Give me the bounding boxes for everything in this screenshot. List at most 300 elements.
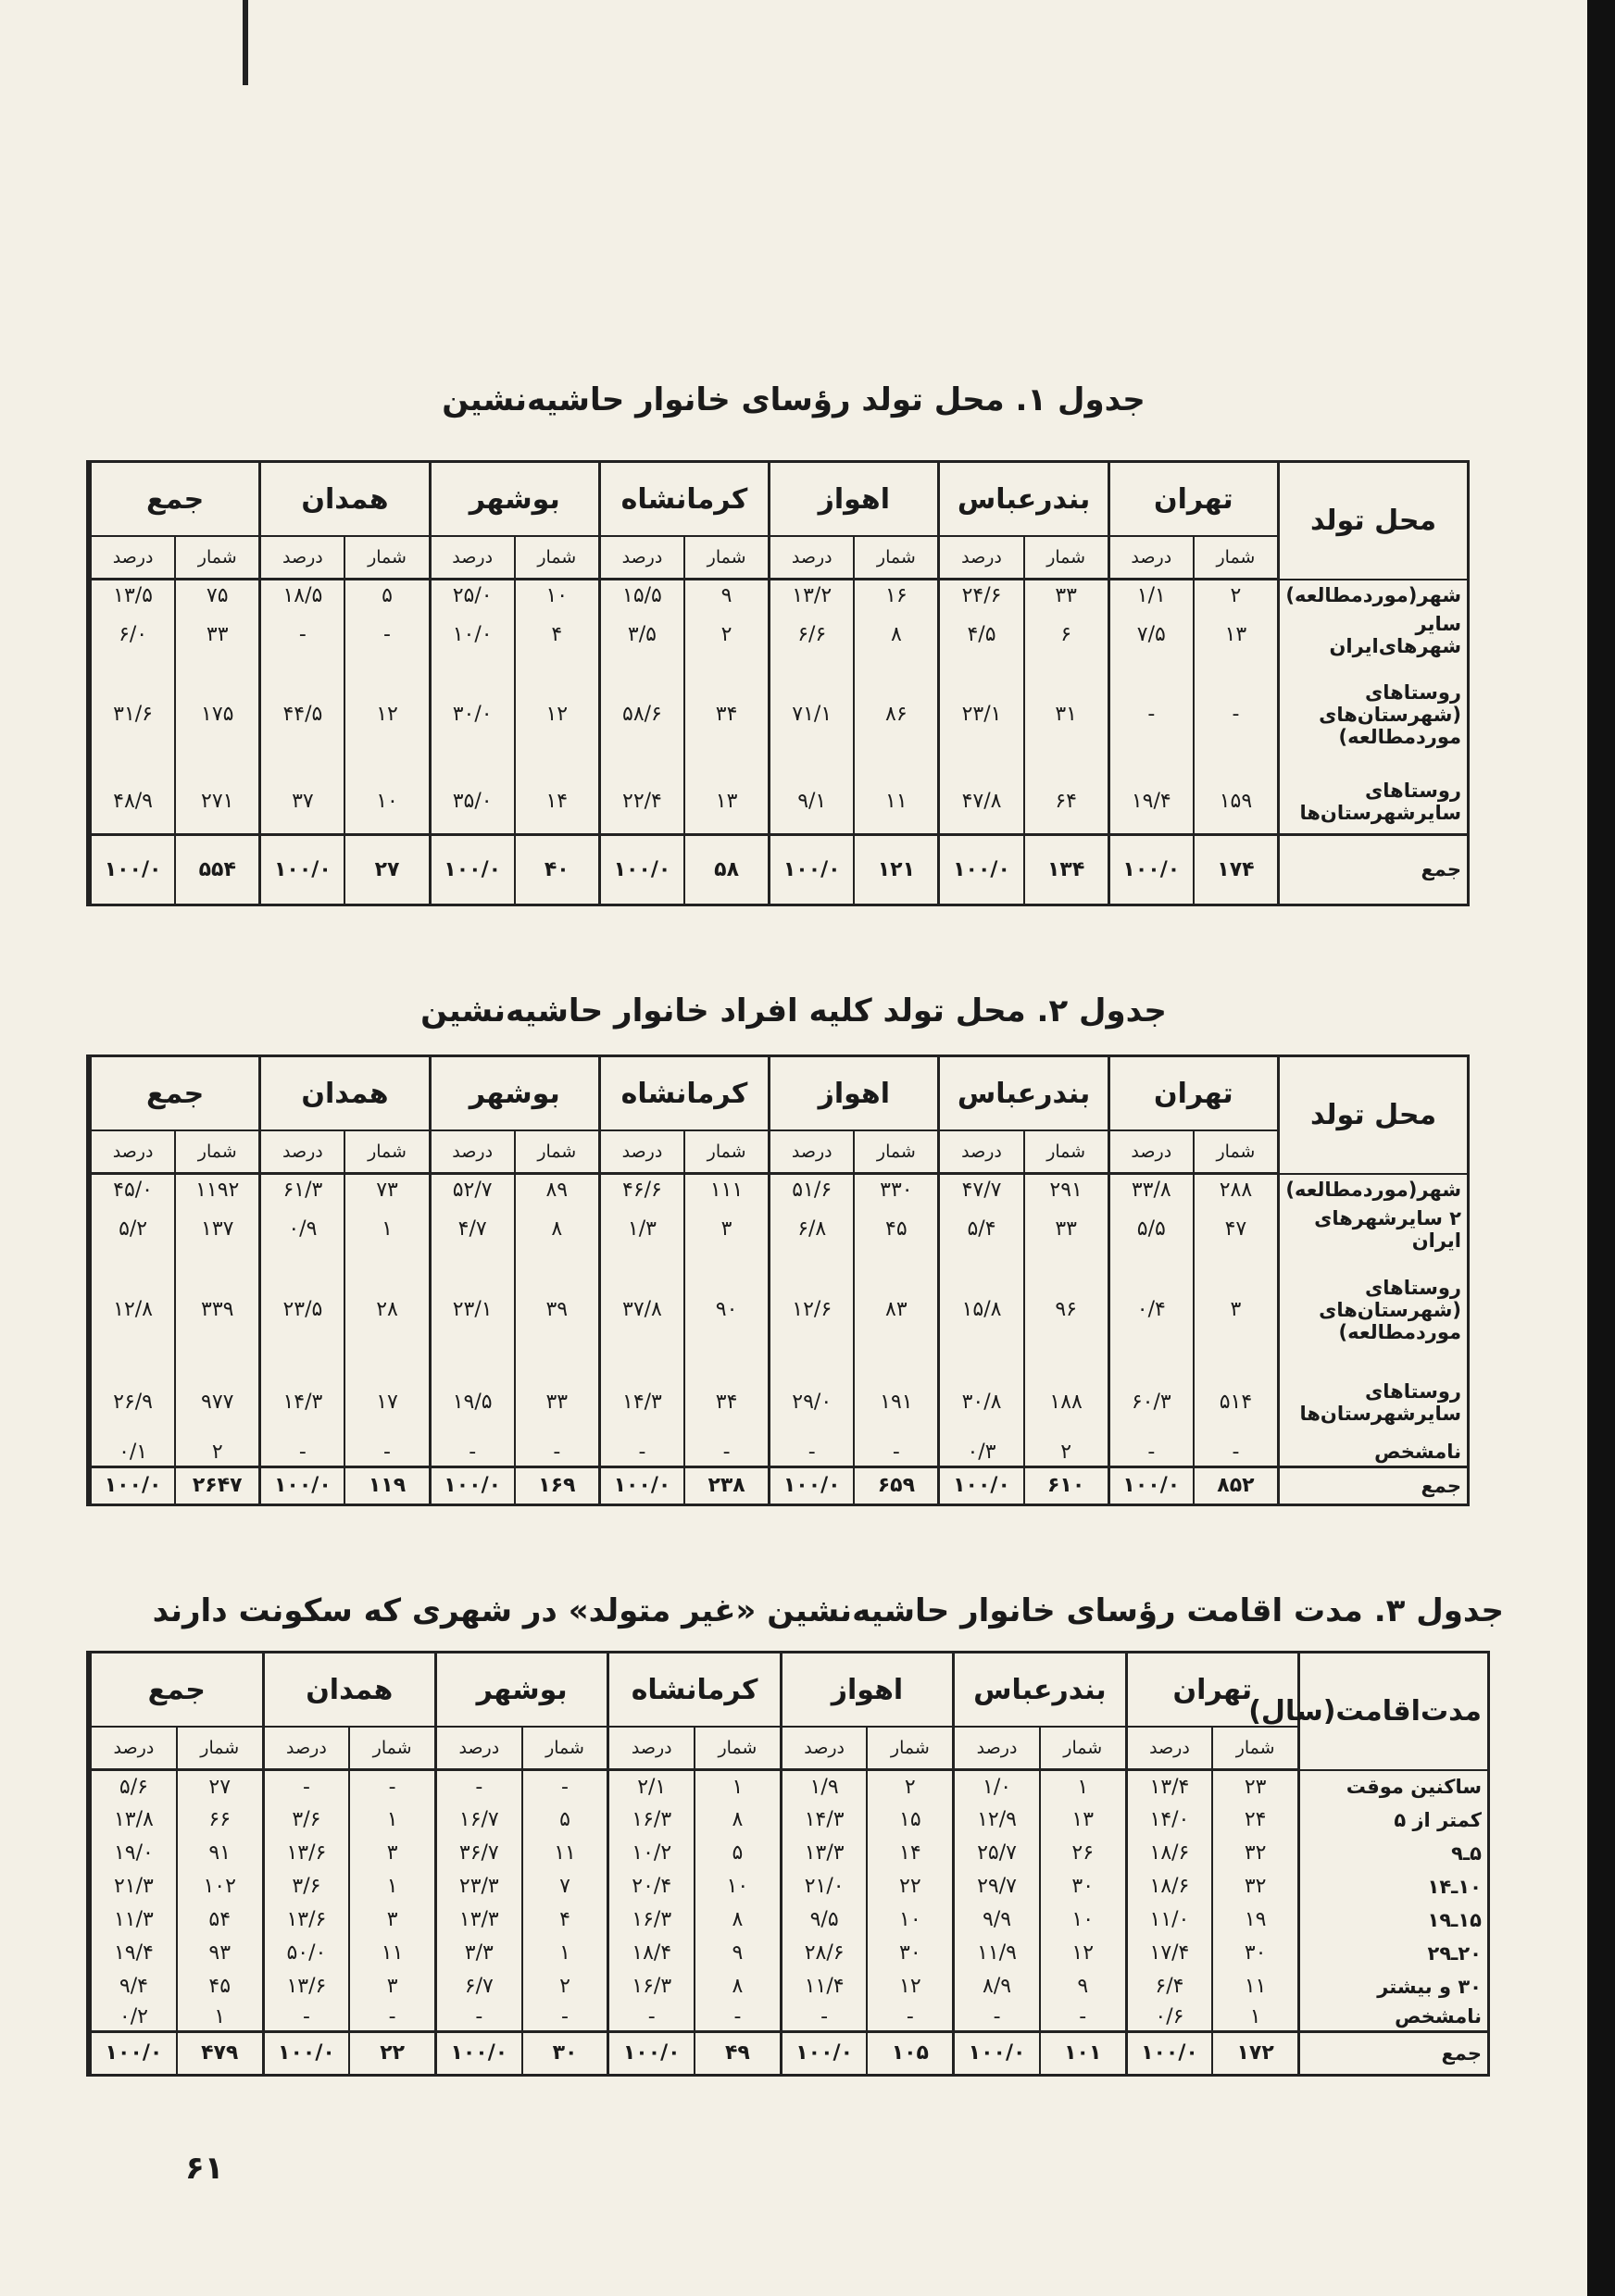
count-cell: ۱۲۱: [854, 835, 939, 904]
percent-cell: ۹/۱: [770, 770, 855, 835]
row-label: روستاهای سایرشهرستان‌ها: [1279, 1366, 1468, 1439]
count-cell: ۲: [1024, 1439, 1109, 1467]
count-subheader: شمار: [684, 1130, 770, 1174]
percent-cell: -: [770, 1439, 855, 1467]
city-header: همدان: [263, 1653, 435, 1727]
percent-cell: ۱۰۰/۰: [1108, 1466, 1194, 1504]
percent-cell: ۱/۳: [599, 1205, 684, 1254]
count-cell: ۱۱۹: [344, 1466, 430, 1504]
city-header: تهران: [1126, 1653, 1298, 1727]
percent-subheader: درصد: [430, 1130, 515, 1174]
percent-subheader: درصد: [435, 1727, 521, 1770]
percent-cell: ۲۹/۷: [954, 1870, 1040, 1903]
count-cell: ۶۴: [1024, 770, 1109, 835]
count-cell: ۱۶: [854, 580, 939, 611]
percent-cell: ۱۰۰/۰: [954, 2031, 1040, 2074]
count-cell: ۳۴: [684, 1366, 770, 1439]
count-cell: -: [1194, 659, 1279, 770]
percent-cell: ۱۳/۳: [435, 1903, 521, 1937]
count-cell: ۲: [175, 1439, 260, 1467]
percent-cell: ۱۴/۳: [599, 1366, 684, 1439]
percent-cell: ۱۰۰/۰: [599, 835, 684, 904]
count-cell: ۹: [684, 580, 770, 611]
percent-cell: ۳۳/۸: [1108, 1174, 1194, 1205]
count-cell: ۱۲: [515, 659, 600, 770]
percent-subheader: درصد: [91, 536, 176, 580]
percent-cell: ۳۵/۰: [430, 770, 515, 835]
count-cell: ۱: [1040, 1770, 1126, 1803]
percent-cell: ۶/۶: [770, 611, 855, 659]
row-label: روستاهای (شهرستان‌های موردمطالعه): [1279, 659, 1468, 770]
count-cell: ۴۵: [177, 1970, 263, 2003]
count-cell: ۱۰: [344, 770, 430, 835]
percent-cell: -: [435, 1770, 521, 1803]
count-cell: -: [349, 1770, 435, 1803]
percent-cell: ۴/۷: [430, 1205, 515, 1254]
percent-cell: ۶/۷: [435, 1970, 521, 2003]
percent-cell: ۹/۴: [91, 1970, 177, 2003]
percent-cell: ۶۱/۳: [260, 1174, 345, 1205]
count-cell: ۶۱۰: [1024, 1466, 1109, 1504]
table-row: [91, 611, 1468, 659]
percent-cell: ۴/۵: [939, 611, 1024, 659]
count-cell: -: [695, 2003, 781, 2032]
table-row: [91, 1870, 1488, 1903]
row-label: ۵ـ۹: [1299, 1837, 1488, 1870]
percent-cell: ۰/۳: [939, 1439, 1024, 1467]
count-cell: ۲۷: [344, 835, 430, 904]
percent-cell: ۱۰۰/۰: [608, 2031, 695, 2074]
percent-subheader: درصد: [1108, 1130, 1194, 1174]
count-cell: -: [684, 1439, 770, 1467]
percent-cell: ۳۶/۷: [435, 1837, 521, 1870]
count-subheader: شمار: [854, 536, 939, 580]
count-cell: ۱۲: [867, 1970, 953, 2003]
percent-cell: ۴۷/۸: [939, 770, 1024, 835]
percent-cell: ۱۸/۶: [1126, 1837, 1212, 1870]
count-subheader: شمار: [344, 1130, 430, 1174]
count-cell: ۱۳: [1194, 611, 1279, 659]
percent-cell: ۱۴/۳: [781, 1803, 867, 1837]
table3-title: جدول ۳. مدت اقامت رؤسای خانوار حاشیه‌نشین «غیر متولد» در شهری که سکونت دارند: [152, 1592, 1504, 1629]
count-subheader: شمار: [1212, 1727, 1298, 1770]
count-cell: ۲۷: [177, 1770, 263, 1803]
table-row: [91, 1970, 1488, 2003]
row-label: کمتر از ۵: [1299, 1803, 1488, 1837]
percent-cell: ۲۲/۴: [599, 770, 684, 835]
count-cell: ۸: [695, 1970, 781, 2003]
percent-cell: ۱۲/۹: [954, 1803, 1040, 1837]
table-row: [91, 2003, 1488, 2032]
percent-cell: ۵/۶: [91, 1770, 177, 1803]
count-cell: ۱۳: [684, 770, 770, 835]
count-cell: ۲۶: [1040, 1837, 1126, 1870]
count-cell: ۱۹۱: [854, 1366, 939, 1439]
city-header: همدان: [260, 1057, 430, 1130]
percent-cell: ۱۸/۴: [608, 1937, 695, 1970]
percent-cell: ۵۸/۶: [599, 659, 684, 770]
percent-cell: ۱۹/۴: [91, 1937, 177, 1970]
table-row: [91, 1937, 1488, 1970]
count-cell: ۲۳۸: [684, 1466, 770, 1504]
percent-cell: ۴۷/۷: [939, 1174, 1024, 1205]
count-cell: ۲۴: [1212, 1803, 1298, 1837]
percent-cell: ۳۰/۸: [939, 1366, 1024, 1439]
percent-cell: ۰/۲: [91, 2003, 177, 2032]
percent-cell: -: [435, 2003, 521, 2032]
count-cell: ۱۷: [344, 1366, 430, 1439]
count-cell: ۱: [344, 1205, 430, 1254]
percent-cell: ۱/۰: [954, 1770, 1040, 1803]
percent-cell: ۱/۹: [781, 1770, 867, 1803]
percent-cell: ۱۰۰/۰: [91, 2031, 177, 2074]
percent-cell: ۶/۸: [770, 1205, 855, 1254]
percent-subheader: درصد: [608, 1727, 695, 1770]
percent-cell: ۲۵/۷: [954, 1837, 1040, 1870]
percent-cell: ۱۰۰/۰: [91, 835, 176, 904]
percent-cell: -: [1108, 659, 1194, 770]
count-cell: ۱۱۱: [684, 1174, 770, 1205]
percent-subheader: درصد: [770, 1130, 855, 1174]
percent-cell: ۱۹/۴: [1108, 770, 1194, 835]
percent-cell: ۳۷: [260, 770, 345, 835]
count-subheader: شمار: [684, 536, 770, 580]
count-subheader: شمار: [1040, 1727, 1126, 1770]
percent-cell: ۱۰۰/۰: [770, 835, 855, 904]
percent-cell: ۱۰۰/۰: [91, 1466, 176, 1504]
percent-subheader: درصد: [939, 1130, 1024, 1174]
count-cell: ۸: [515, 1205, 600, 1254]
percent-cell: -: [263, 2003, 349, 2032]
percent-cell: ۱۰۰/۰: [770, 1466, 855, 1504]
count-cell: ۲: [1194, 580, 1279, 611]
row-label: روستاهای سایرشهرستان‌ها: [1279, 770, 1468, 835]
total-row: [91, 2031, 1488, 2074]
percent-cell: ۱۶/۳: [608, 1970, 695, 2003]
table1-title: جدول ۱. محل تولد رؤسای خانوار حاشیه‌نشین: [442, 381, 1146, 418]
count-subheader: شمار: [1194, 1130, 1279, 1174]
percent-subheader: درصد: [770, 536, 855, 580]
count-cell: -: [522, 2003, 608, 2032]
table-row: [91, 1254, 1468, 1366]
row-label: شهر(موردمطالعه): [1279, 580, 1468, 611]
count-cell: ۲۸۸: [1194, 1174, 1279, 1205]
count-cell: ۶: [1024, 611, 1109, 659]
city-header: تهران: [1108, 463, 1278, 536]
count-cell: ۱۱: [522, 1837, 608, 1870]
count-cell: -: [1194, 1439, 1279, 1467]
percent-cell: ۳/۶: [263, 1803, 349, 1837]
count-cell: ۸: [854, 611, 939, 659]
count-subheader: شمار: [522, 1727, 608, 1770]
percent-cell: ۳۰/۰: [430, 659, 515, 770]
percent-cell: ۱۷/۴: [1126, 1937, 1212, 1970]
percent-cell: ۶/۴: [1126, 1970, 1212, 2003]
row-label: جمع: [1279, 1466, 1468, 1504]
count-cell: ۸: [695, 1803, 781, 1837]
percent-cell: ۰/۹: [260, 1205, 345, 1254]
count-subheader: شمار: [177, 1727, 263, 1770]
total-row: [91, 1466, 1468, 1504]
city-header: کرمانشاه: [599, 463, 769, 536]
count-cell: ۱: [695, 1770, 781, 1803]
percent-subheader: درصد: [1126, 1727, 1212, 1770]
percent-cell: ۱۳/۶: [263, 1903, 349, 1937]
city-header: کرمانشاه: [599, 1057, 769, 1130]
percent-cell: ۸/۹: [954, 1970, 1040, 2003]
row-label: ۲ سایرشهرهای ایران: [1279, 1205, 1468, 1254]
percent-subheader: درصد: [260, 1130, 345, 1174]
percent-cell: ۱۰۰/۰: [599, 1466, 684, 1504]
percent-cell: ۳/۶: [263, 1870, 349, 1903]
count-cell: ۳: [349, 1970, 435, 2003]
count-subheader: شمار: [515, 536, 600, 580]
count-cell: ۵۴: [177, 1903, 263, 1937]
table-row: [91, 1837, 1488, 1870]
count-cell: ۷۳: [344, 1174, 430, 1205]
city-header: بوشهر: [430, 463, 599, 536]
percent-cell: ۱۰۰/۰: [260, 1466, 345, 1504]
table-row: [91, 1903, 1488, 1937]
city-header: همدان: [260, 463, 430, 536]
count-subheader: شمار: [349, 1727, 435, 1770]
count-cell: ۱۲: [1040, 1937, 1126, 1970]
percent-cell: ۶/۰: [91, 611, 176, 659]
count-cell: ۴۷: [1194, 1205, 1279, 1254]
percent-subheader: درصد: [1108, 536, 1194, 580]
city-header: اهواز: [770, 1057, 939, 1130]
count-cell: ۱: [349, 1803, 435, 1837]
percent-cell: ۱۰/۲: [608, 1837, 695, 1870]
percent-cell: ۶۰/۳: [1108, 1366, 1194, 1439]
percent-cell: ۱۰۰/۰: [939, 1466, 1024, 1504]
count-cell: ۵۸: [684, 835, 770, 904]
count-cell: ۱۱: [854, 770, 939, 835]
percent-cell: ۵/۵: [1108, 1205, 1194, 1254]
percent-cell: ۱۰۰/۰: [263, 2031, 349, 2074]
count-cell: ۱۳: [1040, 1803, 1126, 1837]
percent-cell: ۱۳/۲: [770, 580, 855, 611]
percent-subheader: درصد: [430, 536, 515, 580]
count-cell: ۵: [522, 1803, 608, 1837]
count-cell: ۲: [684, 611, 770, 659]
count-cell: -: [515, 1439, 600, 1467]
city-header: جمع: [91, 1057, 260, 1130]
count-cell: ۴۷۹: [177, 2031, 263, 2074]
city-header: بندرعباس: [939, 1057, 1108, 1130]
table-row: [91, 1770, 1488, 1803]
city-header: جمع: [91, 463, 260, 536]
count-cell: ۱۰۲: [177, 1870, 263, 1903]
percent-cell: ۵۰/۰: [263, 1937, 349, 1970]
percent-cell: ۱۱/۴: [781, 1970, 867, 2003]
percent-cell: ۰/۱: [91, 1439, 176, 1467]
count-cell: ۳: [349, 1903, 435, 1937]
table2-title: جدول ۲. محل تولد کلیه افراد خانوار حاشیه‌نشین: [420, 992, 1167, 1029]
count-cell: ۳۰: [1212, 1937, 1298, 1970]
table3: [89, 1653, 1487, 2074]
count-cell: -: [522, 1770, 608, 1803]
count-cell: ۱۷۵: [175, 659, 260, 770]
percent-cell: ۲۰/۴: [608, 1870, 695, 1903]
city-header: بوشهر: [430, 1057, 599, 1130]
percent-subheader: درصد: [599, 1130, 684, 1174]
row-label: روستاهای (شهرستان‌های موردمطالعه): [1279, 1254, 1468, 1366]
percent-cell: ۱۶/۳: [608, 1803, 695, 1837]
count-cell: ۳۲: [1212, 1837, 1298, 1870]
count-cell: ۳۰: [867, 1937, 953, 1970]
percent-cell: ۱۲/۶: [770, 1254, 855, 1366]
percent-cell: ۱۹/۰: [91, 1837, 177, 1870]
percent-cell: ۲۳/۵: [260, 1254, 345, 1366]
count-cell: ۱۳۴: [1024, 835, 1109, 904]
count-cell: ۳: [684, 1205, 770, 1254]
percent-cell: ۲۸/۶: [781, 1937, 867, 1970]
count-cell: -: [854, 1439, 939, 1467]
percent-cell: ۱۹/۵: [430, 1366, 515, 1439]
count-cell: ۷۵: [175, 580, 260, 611]
percent-cell: ۴۴/۵: [260, 659, 345, 770]
row-label: ساکنین موقت: [1299, 1770, 1488, 1803]
percent-cell: ۱۱/۳: [91, 1903, 177, 1937]
count-cell: ۳۳: [175, 611, 260, 659]
percent-cell: ۱۳/۴: [1126, 1770, 1212, 1803]
count-cell: ۲۳: [1212, 1770, 1298, 1803]
percent-cell: -: [263, 1770, 349, 1803]
count-cell: ۱: [349, 1870, 435, 1903]
count-cell: ۱۷۲: [1212, 2031, 1298, 2074]
count-cell: -: [867, 2003, 953, 2032]
percent-cell: ۲۳/۳: [435, 1870, 521, 1903]
count-cell: ۵: [344, 580, 430, 611]
count-cell: ۱۴: [867, 1837, 953, 1870]
count-cell: ۹: [1040, 1970, 1126, 2003]
city-header: بوشهر: [435, 1653, 607, 1727]
city-header: تهران: [1108, 1057, 1278, 1130]
count-cell: ۴: [515, 611, 600, 659]
percent-cell: ۵/۲: [91, 1205, 176, 1254]
count-cell: ۸: [695, 1903, 781, 1937]
count-cell: ۳۰: [1040, 1870, 1126, 1903]
percent-cell: -: [430, 1439, 515, 1467]
count-cell: ۳۳۰: [854, 1174, 939, 1205]
percent-subheader: درصد: [599, 536, 684, 580]
percent-subheader: درصد: [939, 536, 1024, 580]
count-cell: -: [344, 611, 430, 659]
count-cell: ۳۲: [1212, 1870, 1298, 1903]
count-cell: ۹۳: [177, 1937, 263, 1970]
table1: [89, 463, 1467, 904]
row-label: سایر شهرهای‌ایران: [1279, 611, 1468, 659]
city-header: اهواز: [770, 463, 939, 536]
percent-cell: ۲۹/۰: [770, 1366, 855, 1439]
city-header: بندرعباس: [954, 1653, 1126, 1727]
percent-cell: ۹/۹: [954, 1903, 1040, 1937]
count-cell: -: [349, 2003, 435, 2032]
percent-cell: ۰/۴: [1108, 1254, 1194, 1366]
count-cell: -: [344, 1439, 430, 1467]
count-cell: ۱: [177, 2003, 263, 2032]
percent-cell: ۱۸/۵: [260, 580, 345, 611]
percent-cell: -: [260, 1439, 345, 1467]
percent-cell: ۷/۵: [1108, 611, 1194, 659]
count-cell: ۱۱: [1212, 1970, 1298, 2003]
count-cell: ۲: [867, 1770, 953, 1803]
percent-cell: ۱۸/۶: [1126, 1870, 1212, 1903]
percent-cell: ۱۱/۹: [954, 1937, 1040, 1970]
count-cell: ۱۰: [515, 580, 600, 611]
count-subheader: شمار: [515, 1130, 600, 1174]
count-cell: ۳۳: [515, 1366, 600, 1439]
percent-cell: ۹/۵: [781, 1903, 867, 1937]
percent-cell: ۱۵/۸: [939, 1254, 1024, 1366]
row-label: نامشخص: [1279, 1439, 1468, 1467]
percent-cell: ۱۳/۶: [263, 1837, 349, 1870]
margin-rule: [243, 0, 248, 85]
percent-cell: ۷۱/۱: [770, 659, 855, 770]
percent-cell: ۱۵/۵: [599, 580, 684, 611]
count-cell: ۱۲: [344, 659, 430, 770]
percent-cell: ۱۳/۶: [263, 1970, 349, 2003]
percent-cell: ۱۰۰/۰: [430, 1466, 515, 1504]
count-cell: ۵۵۴: [175, 835, 260, 904]
percent-cell: ۱۰۰/۰: [430, 835, 515, 904]
count-cell: ۳۳۹: [175, 1254, 260, 1366]
count-cell: ۲۲: [867, 1870, 953, 1903]
table-row: [91, 1439, 1468, 1467]
count-cell: ۳۳: [1024, 1205, 1109, 1254]
count-cell: -: [1040, 2003, 1126, 2032]
percent-cell: ۵۱/۶: [770, 1174, 855, 1205]
percent-subheader: درصد: [91, 1130, 176, 1174]
percent-cell: ۱۳/۵: [91, 580, 176, 611]
count-cell: ۴۵: [854, 1205, 939, 1254]
table-row: [91, 1366, 1468, 1439]
percent-cell: ۱۰۰/۰: [939, 835, 1024, 904]
row-label: جمع: [1299, 2031, 1488, 2074]
count-cell: ۹۰: [684, 1254, 770, 1366]
percent-cell: ۳/۳: [435, 1937, 521, 1970]
count-cell: ۱: [522, 1937, 608, 1970]
percent-cell: ۲/۱: [608, 1770, 695, 1803]
count-cell: ۴: [522, 1903, 608, 1937]
count-cell: ۲۸: [344, 1254, 430, 1366]
percent-subheader: درصد: [781, 1727, 867, 1770]
count-subheader: شمار: [1024, 536, 1109, 580]
row-header: مدت‌اقامت(سال): [1299, 1653, 1488, 1770]
count-cell: ۱۵۹: [1194, 770, 1279, 835]
count-cell: ۲۲: [349, 2031, 435, 2074]
page-number: ۶۱: [185, 2150, 224, 2187]
percent-cell: ۳۱/۶: [91, 659, 176, 770]
table-row: [91, 770, 1468, 835]
percent-cell: ۱۶/۷: [435, 1803, 521, 1837]
row-label: نامشخص: [1299, 2003, 1488, 2032]
count-cell: ۱۹: [1212, 1903, 1298, 1937]
row-label: ۲۰ـ۲۹: [1299, 1937, 1488, 1970]
count-subheader: شمار: [344, 536, 430, 580]
count-cell: ۱: [1212, 2003, 1298, 2032]
count-cell: ۸۳: [854, 1254, 939, 1366]
count-cell: ۵: [695, 1837, 781, 1870]
table-row: [91, 580, 1468, 611]
count-cell: ۲۶۴۷: [175, 1466, 260, 1504]
count-cell: ۱۶۹: [515, 1466, 600, 1504]
row-label: جمع: [1279, 835, 1468, 904]
count-cell: ۱۰: [867, 1903, 953, 1937]
table-row: [91, 1205, 1468, 1254]
count-cell: ۱۰۱: [1040, 2031, 1126, 2074]
